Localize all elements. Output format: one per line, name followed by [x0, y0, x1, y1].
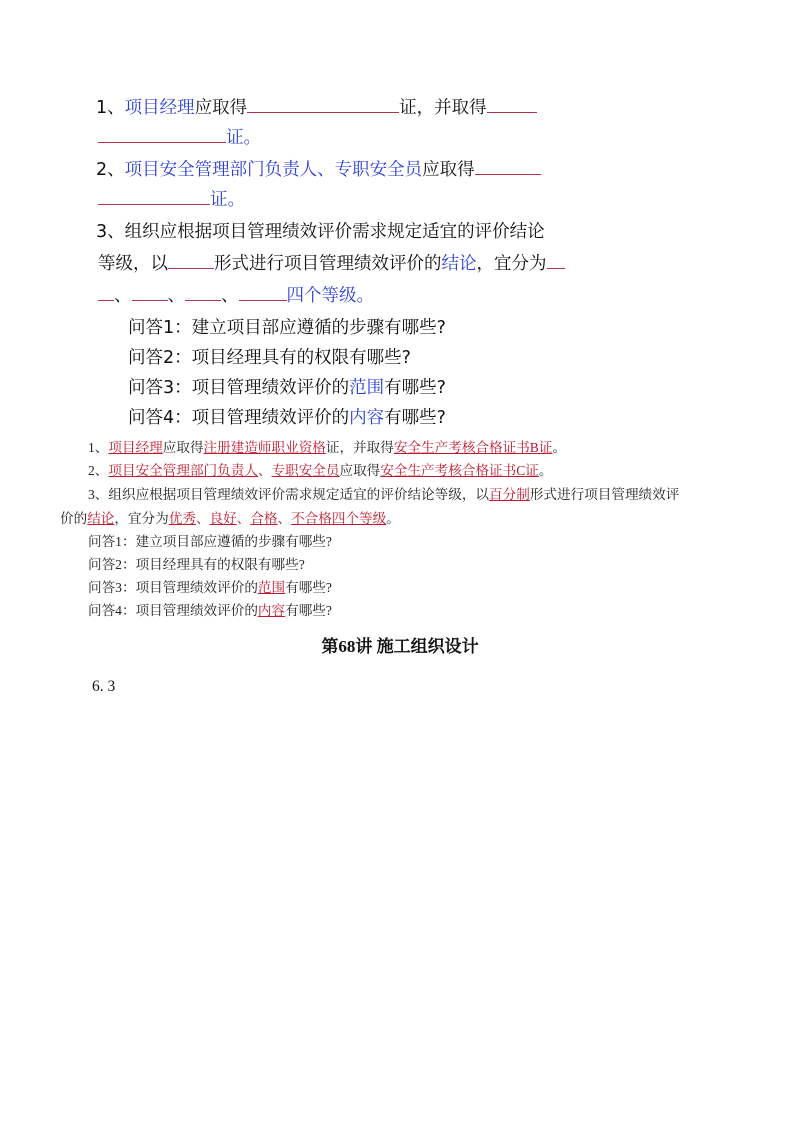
q3-blank-2b: [98, 283, 114, 302]
slide-q3-line3: [98, 282, 374, 307]
q2-pre: 应取得: [422, 160, 475, 180]
slide-qa-1-text: 问答1：建立项目部应遵循的步骤有哪些?: [128, 318, 446, 338]
answer-1-pre: 应取得: [162, 440, 204, 455]
answer-qa-3-post: 有哪些?: [285, 580, 332, 595]
answer-1-subject: 项目经理: [108, 440, 163, 455]
slide-q2-line1: [96, 156, 541, 181]
answer-1: [88, 436, 566, 456]
slide-qa-2-text: 问答2：项目经理具有的权限有哪些?: [128, 348, 411, 368]
q3-line1: 组织应根据项目管理绩效评价需求规定适宜的评价结论: [124, 222, 545, 242]
slide-q2-line2: [98, 186, 245, 211]
slide-qa-3-post: 有哪些?: [384, 378, 446, 398]
answer-3-line2a: 价的: [60, 511, 88, 526]
slide-qa-4-pre: 问答4：项目管理绩效评价的: [128, 408, 350, 428]
q1-pre: 应取得: [194, 98, 248, 118]
answer-qa-1-text: 问答1：建立项目部应遵循的步骤有哪些?: [88, 534, 332, 549]
slide-q1-line1: [96, 94, 537, 119]
answer-3-grade-2: 良好: [209, 511, 237, 526]
q3-conclusion: 结论: [441, 254, 477, 274]
answer-3-answer-2: 结论: [87, 511, 115, 526]
slide-qa-3: [128, 374, 446, 399]
answer-2-end: 。: [538, 463, 553, 478]
q3-sep-1: 、: [114, 286, 132, 306]
answer-2-subject-2: 专职安全员: [271, 463, 340, 478]
answer-3-sep-2: 、: [236, 511, 251, 526]
answer-3-end: 。: [386, 511, 400, 526]
answer-3-sep-3: 、: [277, 511, 292, 526]
answer-1-number: 1、: [88, 440, 109, 455]
slide-q3-line1: [96, 218, 545, 243]
q3-blank-4: [185, 283, 221, 302]
answer-qa-2-text: 问答2：项目经理具有的权限有哪些?: [88, 557, 305, 572]
q3-sep-2: 、: [167, 286, 185, 306]
answer-3-grade-count: 四个等级: [331, 511, 387, 526]
answer-qa-1: [88, 530, 332, 550]
answer-qa-4-post: 有哪些?: [285, 603, 332, 618]
answer-3-line1: [88, 483, 679, 503]
answer-qa-4-pre: 问答4：项目管理绩效评价的: [88, 603, 258, 618]
answer-3-line1b: 形式进行项目管理绩效评: [529, 487, 680, 502]
answer-qa-4-highlight: 内容: [257, 603, 286, 618]
q3-end: 四个等级。: [286, 286, 374, 306]
q1-blank-2a: [487, 95, 537, 114]
q2-end: 证。: [210, 190, 245, 210]
answer-1-answer-1: 注册建造师职业资格: [203, 440, 326, 455]
q3-line2d: ，宜分为: [476, 254, 547, 274]
answer-3-number: 3、: [88, 487, 109, 502]
q2-subject-2: 专职安全员: [334, 160, 423, 180]
q2-sep: 、: [317, 160, 335, 180]
answer-3-answer-1: 百分制: [489, 487, 530, 502]
slide-qa-4-post: 有哪些?: [384, 408, 446, 428]
q2-number: 2、: [96, 160, 125, 180]
slide-qa-1: [128, 314, 446, 339]
q3-blank-3: [132, 283, 168, 302]
answer-3-grade-4: 不合格: [291, 511, 332, 526]
q2-blank-a: [475, 157, 541, 176]
answer-qa-4: [88, 599, 332, 619]
q3-line2b: 形式进行项目管理绩效评价的: [214, 254, 442, 274]
answer-1-mid: 证，并取得: [325, 440, 394, 455]
answer-1-end: 。: [552, 440, 567, 455]
answer-qa-3: [88, 576, 332, 596]
q1-blank-2b: [98, 125, 226, 144]
slide-qa-2: [128, 344, 411, 369]
answer-qa-2: [88, 553, 305, 573]
q3-number: 3、: [96, 222, 125, 242]
answer-2-answer: 安全生产考核合格证书C证: [380, 463, 539, 478]
section-number: 6. 3: [92, 678, 116, 695]
slide-qa-3-pre: 问答3：项目管理绩效评价的: [128, 378, 350, 398]
answer-3-line1a: 组织应根据项目管理绩效评价需求规定适宜的评价结论等级，以: [108, 487, 490, 502]
lecture-heading: 第68讲 施工组织设计: [321, 637, 479, 656]
answer-2-sep: 、: [257, 463, 272, 478]
answer-3-grade-1: 优秀: [168, 511, 196, 526]
slide-qa-3-highlight: 范围: [349, 378, 385, 398]
q2-subject-1: 项目安全管理部门负责人: [124, 160, 318, 180]
q3-blank-5: [239, 283, 287, 302]
answer-3-line2b: ，宜分为: [114, 511, 169, 526]
q1-mid: 证，并取得: [399, 98, 487, 118]
answer-2: [88, 459, 552, 479]
q1-subject: 项目经理: [124, 98, 195, 118]
answer-3-grade-3: 合格: [250, 511, 278, 526]
answer-qa-3-highlight: 范围: [257, 580, 286, 595]
answer-2-pre: 应取得: [339, 463, 381, 478]
q1-end: 证。: [226, 128, 261, 148]
q1-number: 1、: [96, 98, 125, 118]
answer-2-number: 2、: [88, 463, 109, 478]
q3-line2a: 等级，以: [98, 254, 168, 274]
answer-3-sep-1: 、: [195, 511, 210, 526]
answer-1-answer-2: 安全生产考核合格证书B证: [393, 440, 553, 455]
q3-blank-2a: [547, 251, 565, 270]
q2-blank-b: [98, 187, 210, 206]
slide-q3-line2: [98, 250, 565, 275]
answer-qa-3-pre: 问答3：项目管理绩效评价的: [88, 580, 258, 595]
answer-2-subject-1: 项目安全管理部门负责人: [108, 463, 258, 478]
answer-3-line2: [60, 507, 400, 527]
q3-blank-1: [168, 251, 214, 270]
slide-q1-line2: [98, 124, 261, 149]
slide-qa-4-highlight: 内容: [349, 408, 385, 428]
q1-blank-1: [247, 95, 399, 114]
slide-qa-4: [128, 404, 446, 429]
q3-sep-3: 、: [221, 286, 239, 306]
